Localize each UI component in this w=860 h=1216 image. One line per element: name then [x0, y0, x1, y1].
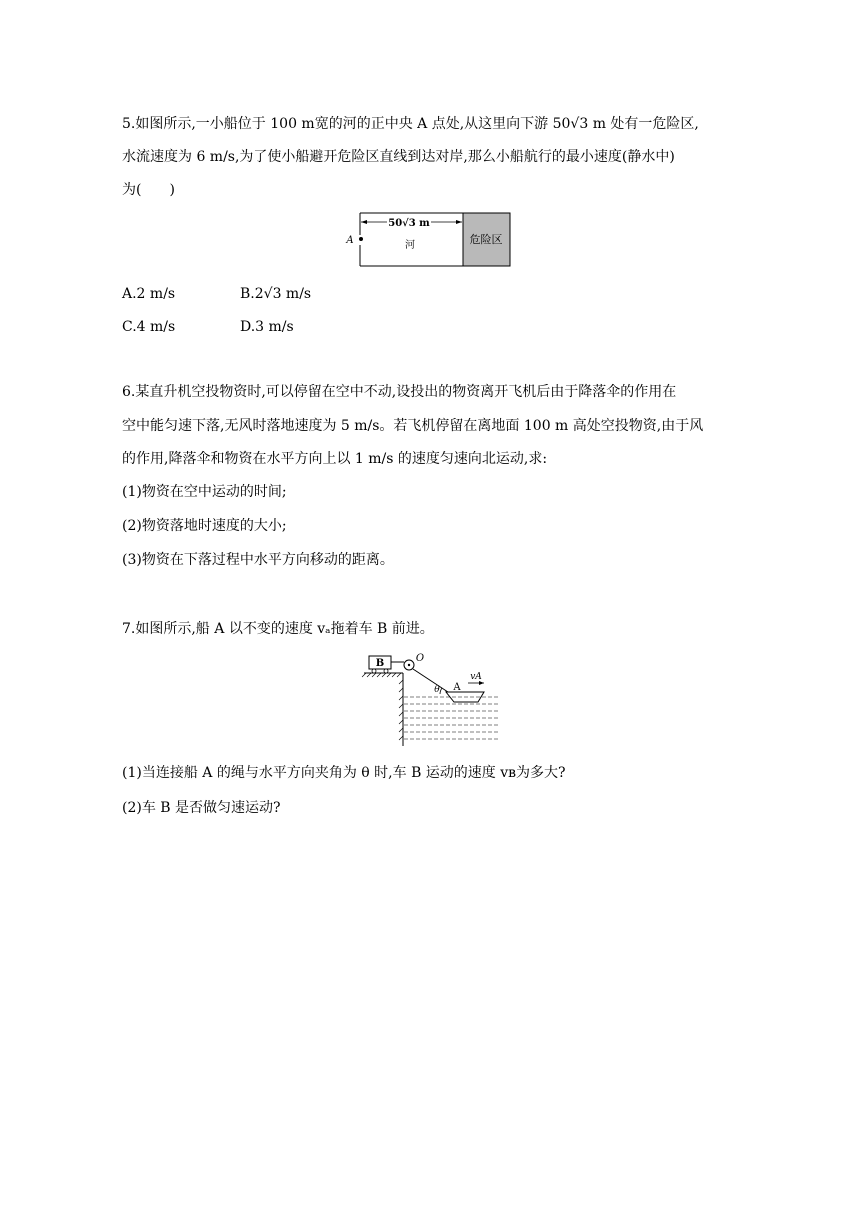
q5-distance-label: 50√3 m	[388, 218, 430, 229]
q6-sub3: (3)物资在下落过程中水平方向移动的距离。	[122, 552, 394, 568]
q5-line2: 水流速度为 6 m/s,为了使小船避开危险区直线到达对岸,那么小船航行的最小速度(静水中)	[122, 149, 675, 165]
q6-sub1: (1)物资在空中运动的时间;	[122, 484, 287, 500]
q6-line1: 6.某直升机空投物资时,可以停留在空中不动,设投出的物资离开飞机后由于降落伞的作用在	[122, 384, 677, 400]
q5-line1: 5.如图所示,一小船位于 100 m宽的河的正中央 A 点处,从这里向下游 50√3 m 处有一危险区,	[122, 116, 699, 132]
q5-option-d: D.3 m/s	[240, 319, 294, 335]
q5-river-figure	[340, 205, 520, 275]
q5-option-b: B.2√3 m/s	[240, 286, 312, 302]
q7-pulley-label: O	[415, 653, 425, 664]
q7-sub2: (2)车 B 是否做匀速运动?	[122, 800, 281, 816]
q7-velocity-label: vA	[470, 672, 482, 682]
q5-river-label: 河	[405, 240, 415, 251]
q6-line2: 空中能匀速下落,无风时落地速度为 5 m/s。若飞机停留在离地面 100 m 高处空投物资,由于风	[122, 418, 704, 434]
q7-wall-hatch	[399, 680, 403, 740]
q5-point-a-dot	[359, 237, 363, 241]
q7-water	[404, 697, 500, 739]
q7-boat-label: A	[453, 682, 461, 693]
q7-car-wheel-right	[384, 669, 388, 673]
q7-car-wheel-left	[372, 669, 376, 673]
q7-rope-slant	[413, 669, 451, 694]
q6-line3: 的作用,降落伞和物资在水平方向上以 1 m/s 的速度匀速向北运动,求:	[122, 451, 548, 467]
q7-figure	[360, 648, 505, 748]
q5-option-a: A.2 m/s	[122, 286, 176, 302]
q7-car-label: B	[375, 658, 385, 669]
q5-point-a-label: A	[346, 235, 354, 246]
q7-angle-label: θ	[434, 685, 440, 695]
q5-danger-label: 危险区	[469, 233, 503, 246]
q7-sub1: (1)当连接船 A 的绳与水平方向夹角为 θ 时,车 B 运动的速度 vʙ为多大?	[122, 765, 566, 781]
q7-ground-hatch	[362, 673, 401, 677]
q5-river-diagram	[340, 205, 520, 275]
q7-angle-arc	[440, 688, 442, 694]
q5-line3: 为( )	[122, 182, 175, 198]
q5-arrow-left-head	[361, 220, 367, 224]
q7-line1: 7.如图所示,船 A 以不变的速度 vₐ拖着车 B 前进。	[122, 621, 434, 637]
q5-arrow-right-head	[456, 220, 462, 224]
q6-sub2: (2)物资落地时速度的大小;	[122, 518, 287, 534]
q7-pulley-axle	[408, 664, 410, 666]
q7-diagram	[360, 648, 505, 748]
q5-option-c: C.4 m/s	[122, 319, 176, 335]
